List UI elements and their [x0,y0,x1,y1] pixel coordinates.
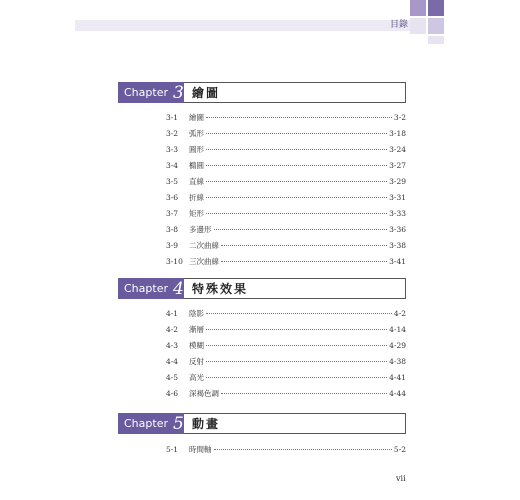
toc-entry[interactable] [166,306,406,322]
toc-entry[interactable] [166,126,406,142]
entry-page: 3-36 [389,225,406,234]
entry-title: 矩形 [189,209,204,218]
chapter-prefix: Chapter [124,86,168,99]
toc-entry[interactable] [166,190,406,206]
entry-title: 時間軸 [189,445,212,454]
dot-leader [221,261,387,262]
header-square-2 [428,0,444,16]
entry-page: 5-2 [393,445,406,454]
entry-title: 三次曲線 [189,257,219,266]
dot-leader [214,229,388,230]
chapter-title-box [184,278,406,299]
toc-entry[interactable] [166,338,406,354]
entry-title: 模糊 [189,341,204,350]
entry-page: 3-38 [389,241,406,250]
entry-number: 4-1 [166,309,179,318]
entry-page: 3-33 [389,209,406,218]
dot-leader [221,245,387,246]
entry-title: 多邊形 [189,225,212,234]
dot-leader [206,329,387,330]
chapter-number: 4 [172,278,184,299]
dot-leader [206,361,387,362]
page-number: vii [396,474,406,483]
entry-page: 3-24 [389,145,406,154]
entry-number: 4-6 [166,389,179,398]
toc-entry[interactable] [166,442,406,458]
entry-number: 4-3 [166,341,179,350]
toc-entry[interactable] [166,254,406,270]
chapter-5-heading [118,413,406,434]
toc-chapter-5 [166,442,406,458]
entry-page: 3-18 [389,129,406,138]
entry-title: 橢圓 [189,161,204,170]
header-square-1 [410,0,426,16]
header-label: 目錄 [390,20,409,30]
header-square-5 [428,36,444,44]
entry-number: 3-3 [166,145,179,154]
toc-entry[interactable] [166,386,406,402]
chapter-4-heading [118,278,406,299]
chapter-3-heading [118,82,406,103]
chapter-prefix: Chapter [124,282,168,295]
toc-entry[interactable] [166,206,406,222]
chapter-title: 繪圖 [192,86,221,100]
header-bar [75,20,410,31]
chapter-tab [118,278,184,299]
entry-page: 3-2 [393,113,406,122]
dot-leader [206,133,387,134]
entry-page: 4-29 [389,341,406,350]
dot-leader [221,393,387,394]
entry-title: 二次曲線 [189,241,219,250]
dot-leader [206,377,387,378]
dot-leader [214,449,392,450]
entry-title: 繪圖 [189,113,204,122]
chapter-title: 特殊效果 [192,282,249,296]
entry-title: 深褐色調 [189,389,219,398]
chapter-title: 動畫 [192,417,221,431]
toc-chapter-3 [166,110,406,270]
toc-entry[interactable] [166,110,406,126]
entry-page: 3-27 [389,161,406,170]
toc-entry[interactable] [166,142,406,158]
entry-title: 直線 [189,177,204,186]
header-square-3 [410,18,426,34]
entry-title: 高光 [189,373,204,382]
entry-number: 3-4 [166,161,179,170]
entry-number: 3-5 [166,177,179,186]
entry-number: 3-9 [166,241,179,250]
entry-title: 折線 [189,193,204,202]
dot-leader [206,197,387,198]
chapter-prefix: Chapter [124,417,168,430]
dot-leader [206,181,387,182]
entry-page: 4-38 [389,357,406,366]
entry-title: 圓形 [189,145,204,154]
entry-number: 4-2 [166,325,179,334]
toc-entry[interactable] [166,370,406,386]
entry-number: 3-1 [166,113,179,122]
entry-page: 4-41 [389,373,406,382]
toc-entry[interactable] [166,322,406,338]
entry-page: 4-44 [389,389,406,398]
entry-title: 漸層 [189,325,204,334]
dot-leader [206,345,387,346]
toc-entry[interactable] [166,174,406,190]
chapter-title-box [184,82,406,103]
entry-number: 5-1 [166,445,179,454]
entry-title: 陰影 [189,309,204,318]
dot-leader [206,165,387,166]
header-square-4 [428,18,444,34]
chapter-number: 3 [172,82,184,103]
dot-leader [206,213,387,214]
toc-entry[interactable] [166,158,406,174]
dot-leader [206,117,392,118]
dot-leader [206,149,387,150]
entry-number: 3-10 [166,257,183,266]
dot-leader [206,313,392,314]
entry-title: 弧形 [189,129,204,138]
entry-page: 3-31 [389,193,406,202]
toc-chapter-4 [166,306,406,402]
toc-entry[interactable] [166,238,406,254]
entry-number: 3-6 [166,193,179,202]
entry-page: 3-41 [389,257,406,266]
entry-page: 3-29 [389,177,406,186]
chapter-tab [118,82,184,103]
chapter-tab [118,413,184,434]
toc-entry[interactable] [166,222,406,238]
entry-number: 4-5 [166,373,179,382]
entry-number: 3-2 [166,129,179,138]
entry-number: 3-7 [166,209,179,218]
entry-page: 4-14 [389,325,406,334]
entry-number: 4-4 [166,357,179,366]
chapter-number: 5 [172,413,184,434]
chapter-title-box [184,413,406,434]
toc-entry[interactable] [166,354,406,370]
entry-page: 4-2 [393,309,406,318]
entry-number: 3-8 [166,225,179,234]
entry-title: 反射 [189,357,204,366]
